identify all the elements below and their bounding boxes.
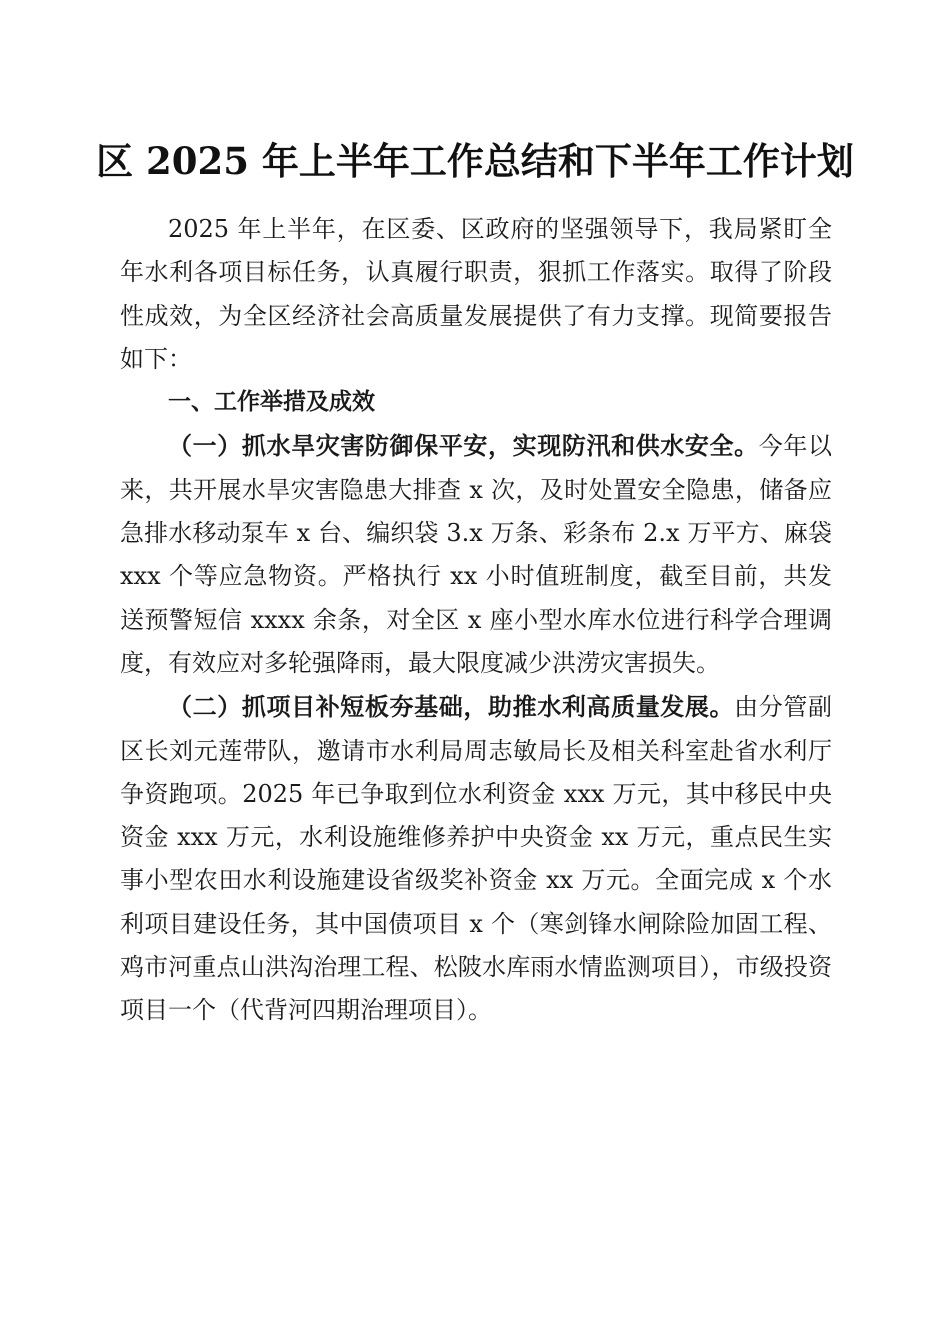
item-two-text: 由分管副区长刘元莲带队，邀请市水利局周志敏局长及相关科室赴省水利厅争资跑项。2025 年已争取到位水利资金 xxx 万元，其中移民中央资金 xxx 万元，水利设施维修养护中央资金 xx 万元，重点民生实事小型农田水利设施建设省级奖补资金 xx 万元。全面完成 x 个水利项目建设任务，其中国债项目 x 个（寒剑锋水闸除险加固工程、鸡市河重点山洪沟治理工程、松陂水库雨水情监测项目），市级投资项目一个（代背河四期治理项目）。 <box>120 693 833 1025</box>
document-body <box>120 208 832 1033</box>
item-one-lead: （一）抓水旱灾害防御保平安，实现防汛和供水安全。 <box>168 431 759 461</box>
document-title: 区 2025 年上半年工作总结和下半年工作计划 <box>96 139 854 183</box>
section-heading: 一、工作举措及成效 <box>168 389 375 416</box>
item-one-paragraph <box>120 424 832 685</box>
item-two-paragraph <box>120 685 832 1032</box>
item-one-text: 今年以来，共开展水旱灾害隐患大排查 x 次，及时处置安全隐患，储备应急排水移动泵车 x 台、编织袋 3.x 万条、彩条布 2.x 万平方、麻袋 xxx 个等应急物资。严格执行 xx 小时值班制度，截至目前，共发送预警短信 xxxx 余条，对全区 x 座小型水库水位进行科学合理调度，有效应对多轮强降雨，最大限度减少洪涝灾害损失。 <box>120 432 833 677</box>
intro-paragraph: 2025 年上半年，在区委、区政府的坚强领导下，我局紧盯全年水利各项目标任务，认真履行职责，狠抓工作落实。取得了阶段性成效，为全区经济社会高质量发展提供了有力支撑。现简要报告如下： <box>120 215 832 373</box>
item-two-lead: （二）抓项目补短板夯基础，助推水利高质量发展。 <box>168 692 735 722</box>
